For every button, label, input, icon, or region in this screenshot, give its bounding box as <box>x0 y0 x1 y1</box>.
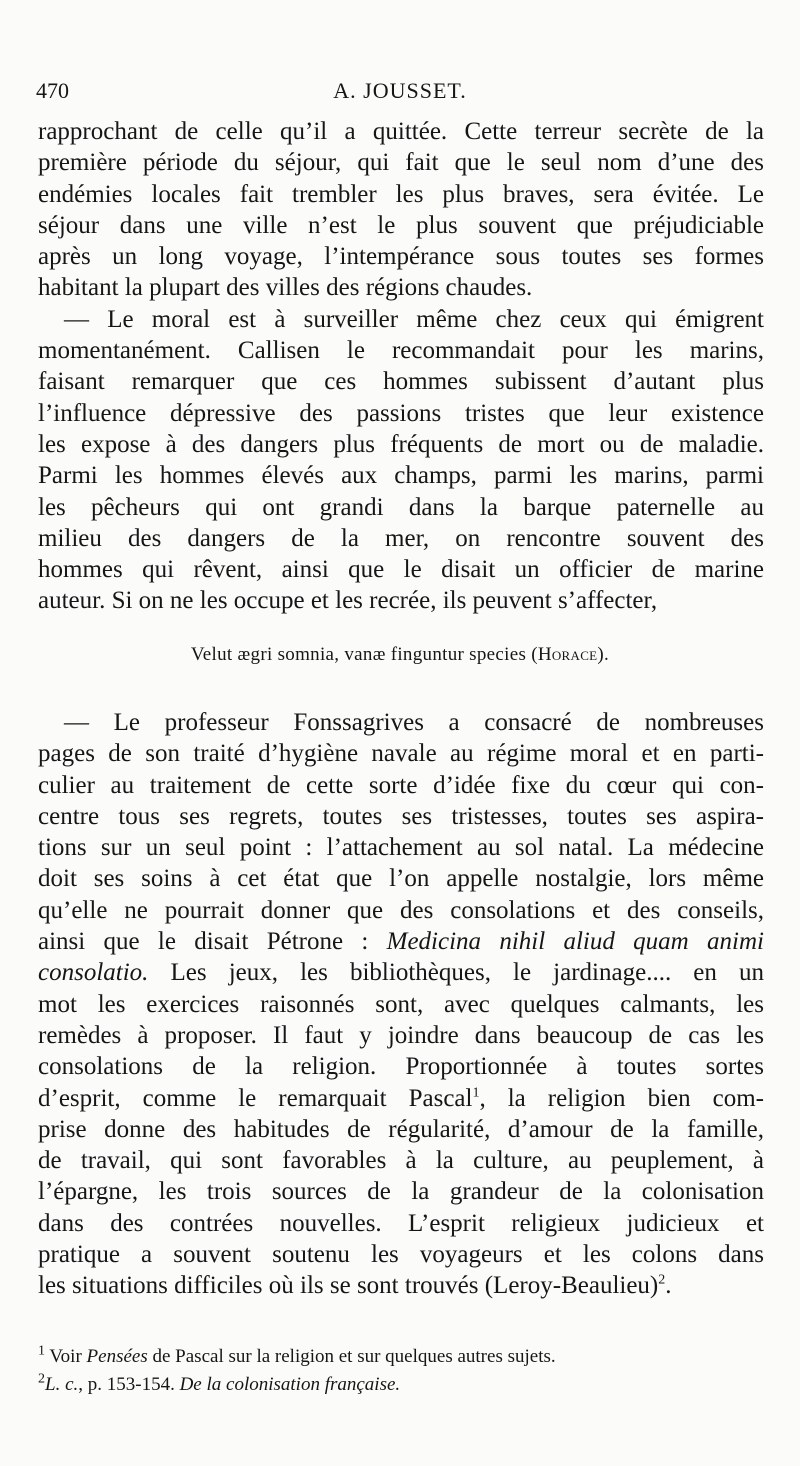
text-line: doit ses soins à cet état que l’on appelle nostalgie, lors même <box>38 865 764 893</box>
text-line: les pêcheurs qui ont grandi dans la barque paternelle au <box>38 493 764 521</box>
footnote-1 <box>38 1343 764 1371</box>
text-run: ainsi que le disait Pétrone : <box>38 928 387 956</box>
text-line <box>38 926 764 957</box>
footnotes <box>38 1343 764 1399</box>
text-run: Voir <box>45 1346 87 1367</box>
footnote-mark: 1 <box>38 1343 45 1359</box>
italic-title: Pensées <box>86 1346 148 1367</box>
page-number: 470 <box>36 78 69 103</box>
footnote-2 <box>38 1371 764 1399</box>
footnote-mark: 2 <box>38 1371 45 1387</box>
text-line: — Le moral est à surveiller même chez ceux qui émigrent <box>64 305 764 333</box>
text-run: les situations difficiles où ils se sont trouvés (Leroy-Beaulieu) <box>38 1272 659 1300</box>
running-head: A. JOUSSET. <box>333 78 467 103</box>
text-run: de Pascal sur la religion et sur quelques autres sujets. <box>147 1346 556 1367</box>
text-line: auteur. Si on ne les occupe et les recrée, ils peuvent s’affecter, <box>38 587 658 615</box>
text-run: Les jeux, les bibliothèques, le jardinage.... en un <box>148 959 764 987</box>
text-line: qu’elle ne pourrait donner que des consolations et des conseils, <box>38 896 764 924</box>
text-line: les expose à des dangers plus fréquents de mort ou de maladie. <box>38 430 764 458</box>
text-run: , la religion bien com- <box>479 1084 764 1112</box>
text-line: Parmi les hommes élevés aux champs, parmi les marins, parmi <box>38 462 764 490</box>
text-line: culier au traitement de cette sorte d’idée fixe du cœur qui con- <box>38 771 764 799</box>
text-line: l’influence dépressive des passions tristes que leur existence <box>38 399 764 427</box>
text-line: — Le professeur Fonssagrives a consacré de nombreuses <box>64 709 764 736</box>
text-line: consolations de la religion. Proportionnée à toutes sortes <box>38 1053 764 1081</box>
text-line: pages de son traité d’hygiène navale au régime moral et en parti- <box>38 740 764 768</box>
page-header <box>36 78 764 108</box>
footnote-ref-2[interactable]: 2 <box>658 1273 666 1289</box>
quote-close: ). <box>597 644 610 665</box>
text-line: rapprochant de celle qu’il a quittée. Cette terreur secrète de la <box>38 118 764 145</box>
text-line: de travail, qui sont favorables à la culture, au peuplement, à <box>38 1147 764 1175</box>
quote-author: Horace <box>537 644 598 665</box>
text-line: prise donne des habitudes de régularité, d’amour de la famille, <box>38 1115 764 1143</box>
text-line <box>38 1083 764 1114</box>
text-line: milieu des dangers de la mer, on rencontre souvent des <box>38 524 764 552</box>
italic-citation: consolatio. <box>38 959 149 987</box>
footnote-ref-1[interactable]: 1 <box>472 1085 480 1101</box>
paragraph-3 <box>38 707 764 1302</box>
text-run: . <box>665 1272 672 1300</box>
text-line: endémies locales fait trembler les plus braves, sera évitée. Le <box>38 180 764 208</box>
quote-text: Velut ægri somnia, vanæ finguntur species ( <box>190 644 538 665</box>
italic-title: De la colonisation française. <box>179 1374 401 1395</box>
latin-quotation <box>0 644 800 666</box>
paragraph-1 <box>38 116 764 617</box>
text-run: , p. 153-154. <box>78 1374 180 1395</box>
text-line: hommes qui rêvent, ainsi que le disait un officier de marine <box>38 556 764 584</box>
text-line: pratique a souvent soutenu les voyageurs et les colons dans <box>38 1241 764 1269</box>
text-line <box>38 1270 764 1301</box>
text-line: faisant remarquer que ces hommes subissent d’autant plus <box>38 368 764 396</box>
text-line: après un long voyage, l’intempérance sous toutes ses formes <box>38 243 764 271</box>
text-line: remèdes à proposer. Il faut y joindre dans beaucoup de cas les <box>38 1021 764 1049</box>
italic-abbrev: L. c. <box>45 1374 79 1395</box>
text-line <box>38 957 764 988</box>
text-line: première période du séjour, qui fait que le seul nom d’une des <box>38 149 764 177</box>
text-line: tions sur un seul point : l’attachement au sol natal. La médecine <box>38 834 764 862</box>
text-line: habitant la plupart des villes des régions chaudes. <box>38 274 533 302</box>
text-line: l’épargne, les trois sources de la grandeur de la colonisation <box>38 1178 764 1206</box>
text-line: momentanément. Callisen le recommandait pour les marins, <box>38 337 764 365</box>
text-line: mot les exercices raisonnés sont, avec quelques calmants, les <box>38 990 764 1018</box>
text-line: centre tous ses regrets, toutes ses tristesses, toutes ses aspira- <box>38 802 764 830</box>
text-line: dans des contrées nouvelles. L’esprit religieux judicieux et <box>38 1209 764 1237</box>
text-run: d’esprit, comme le remarquait Pascal <box>38 1084 473 1112</box>
text-line: séjour dans une ville n’est le plus souvent que préjudiciable <box>38 211 764 239</box>
italic-citation: Medicina nihil aliud quam animi <box>386 928 764 956</box>
